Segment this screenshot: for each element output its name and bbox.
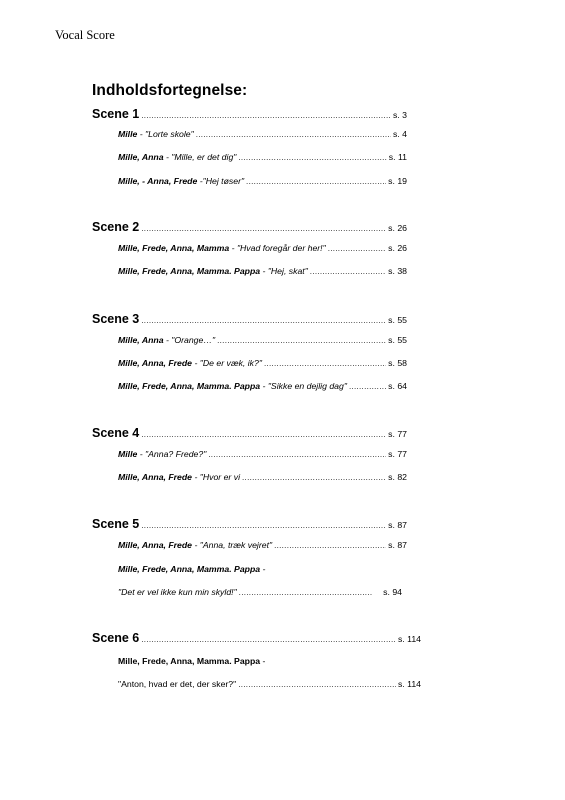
toc-entry bbox=[118, 152, 407, 168]
scene-title: Scene 5 bbox=[92, 517, 140, 531]
entry-song-title: "Hvad foregår der her!" bbox=[236, 243, 326, 253]
toc-entry bbox=[118, 540, 407, 556]
toc-entry bbox=[118, 266, 407, 282]
page-number: s. 87 bbox=[388, 520, 407, 530]
dot-leader bbox=[238, 680, 396, 689]
toc-entry bbox=[118, 129, 407, 145]
page-number: s. 87 bbox=[388, 540, 407, 550]
entry-separator: - bbox=[163, 152, 172, 162]
toc-entry bbox=[118, 381, 407, 397]
entry-separator: - bbox=[229, 243, 237, 253]
page-number: s. 64 bbox=[388, 381, 407, 391]
entry-song-title: "Anna? Frede?" bbox=[145, 449, 207, 459]
dot-leader bbox=[238, 153, 386, 162]
entry-characters: Mille, Anna bbox=[118, 152, 164, 162]
page-number: s. 55 bbox=[388, 335, 407, 345]
entry-characters: Mille, Frede, Anna, Mamma. Pappa bbox=[118, 564, 261, 574]
toc-scene-1 bbox=[92, 107, 407, 123]
entry-characters: Mille, Anna, Frede bbox=[118, 472, 193, 482]
toc-entry-characters-line bbox=[118, 656, 265, 666]
dot-leader bbox=[349, 382, 386, 391]
entry-song-title: "Anna, træk vejret" bbox=[199, 540, 273, 550]
page-number: s. 58 bbox=[388, 358, 407, 368]
scene-title: Scene 2 bbox=[92, 220, 140, 234]
dot-leader bbox=[328, 244, 386, 253]
dot-leader bbox=[239, 588, 373, 597]
entry-song-title: "Sikke en dejlig dag" bbox=[267, 381, 347, 391]
entry-song-title: "Hej tøser" bbox=[202, 176, 245, 186]
entry-characters: Mille, Frede, Anna, Mamma. Pappa bbox=[118, 266, 261, 276]
entry-song-title: "Hvor er vi bbox=[199, 472, 241, 482]
document-header: Vocal Score bbox=[55, 28, 115, 42]
entry-song-title: "Anton, hvad er det, der sker?" bbox=[118, 679, 237, 689]
page-number: s. 38 bbox=[388, 266, 407, 276]
dot-leader bbox=[242, 473, 386, 482]
entry-separator: - bbox=[137, 449, 146, 459]
entry-characters: Mille, - Anna, Frede bbox=[118, 176, 198, 186]
page-number: s. 114 bbox=[397, 634, 421, 644]
entry-song-title: "Lorte skole" bbox=[145, 129, 194, 139]
page-number: s. 94 bbox=[383, 587, 402, 597]
toc-entry bbox=[118, 243, 407, 259]
toc-entry bbox=[118, 587, 402, 603]
entry-separator: - bbox=[260, 266, 268, 276]
entry-separator: - bbox=[192, 540, 200, 550]
toc-title: Indholdsfortegnelse: bbox=[92, 82, 248, 99]
dot-leader bbox=[141, 224, 386, 233]
toc-entry-characters-line bbox=[118, 564, 265, 574]
entry-song-title: "Mille, er det dig" bbox=[171, 152, 237, 162]
page-number: s. 82 bbox=[388, 472, 407, 482]
dot-leader bbox=[310, 267, 386, 276]
entry-separator: - bbox=[137, 129, 146, 139]
entry-characters: Mille, Frede, Anna, Mamma. Pappa bbox=[118, 656, 261, 666]
entry-characters: Mille, Frede, Anna, Mamma. Pappa bbox=[118, 381, 261, 391]
dot-leader bbox=[208, 450, 386, 459]
entry-characters: Mille, Anna bbox=[118, 335, 164, 345]
toc-scene-6 bbox=[92, 631, 421, 647]
toc-scene-3 bbox=[92, 312, 407, 328]
scene-title: Scene 4 bbox=[92, 426, 140, 440]
entry-separator: - bbox=[197, 176, 203, 186]
entry-separator: - bbox=[260, 564, 266, 574]
entry-song-title: "Hej, skat" bbox=[267, 266, 308, 276]
entry-song-title: "Det er vel ikke kun min skyld!" bbox=[118, 587, 237, 597]
dot-leader bbox=[246, 177, 386, 186]
page-number: s. 26 bbox=[388, 243, 407, 253]
page-number: s. 3 bbox=[392, 110, 407, 120]
scene-title: Scene 6 bbox=[92, 631, 140, 645]
page-number: s. 55 bbox=[388, 315, 407, 325]
page-number: s. 77 bbox=[388, 429, 407, 439]
toc-entry bbox=[118, 176, 407, 192]
entry-characters: Mille bbox=[118, 129, 138, 139]
entry-characters: Mille bbox=[118, 449, 138, 459]
entry-separator: - bbox=[260, 656, 266, 666]
dot-leader bbox=[141, 521, 386, 530]
page-number: s. 19 bbox=[388, 176, 407, 186]
entry-separator: - bbox=[192, 358, 200, 368]
toc-entry bbox=[118, 358, 407, 374]
toc-entry bbox=[118, 449, 407, 465]
dot-leader bbox=[217, 336, 386, 345]
entry-song-title: "Orange…" bbox=[171, 335, 216, 345]
entry-characters: Mille, Anna, Frede bbox=[118, 358, 193, 368]
toc-scene-4 bbox=[92, 426, 407, 442]
scene-title: Scene 1 bbox=[92, 107, 140, 121]
entry-characters: Mille, Frede, Anna, Mamma bbox=[118, 243, 230, 253]
dot-leader bbox=[264, 359, 386, 368]
dot-leader bbox=[141, 111, 391, 120]
toc-scene-2 bbox=[92, 220, 407, 236]
dot-leader bbox=[196, 130, 391, 139]
entry-separator: - bbox=[260, 381, 268, 391]
dot-leader bbox=[274, 541, 386, 550]
dot-leader bbox=[141, 316, 386, 325]
entry-song-title: "De er væk, ik?" bbox=[199, 358, 262, 368]
page-number: s. 26 bbox=[388, 223, 407, 233]
page-number: s. 77 bbox=[388, 449, 407, 459]
page-number: s. 114 bbox=[397, 679, 421, 689]
page-number: s. 11 bbox=[388, 152, 407, 162]
dot-leader bbox=[141, 635, 396, 644]
toc-scene-5 bbox=[92, 517, 407, 533]
toc-entry bbox=[118, 335, 407, 351]
scene-title: Scene 3 bbox=[92, 312, 140, 326]
entry-separator: - bbox=[163, 335, 172, 345]
entry-separator: - bbox=[192, 472, 200, 482]
toc-entry bbox=[118, 679, 421, 695]
dot-leader bbox=[141, 430, 386, 439]
entry-characters: Mille, Anna, Frede bbox=[118, 540, 193, 550]
toc-entry bbox=[118, 472, 407, 488]
page-number: s. 4 bbox=[392, 129, 407, 139]
